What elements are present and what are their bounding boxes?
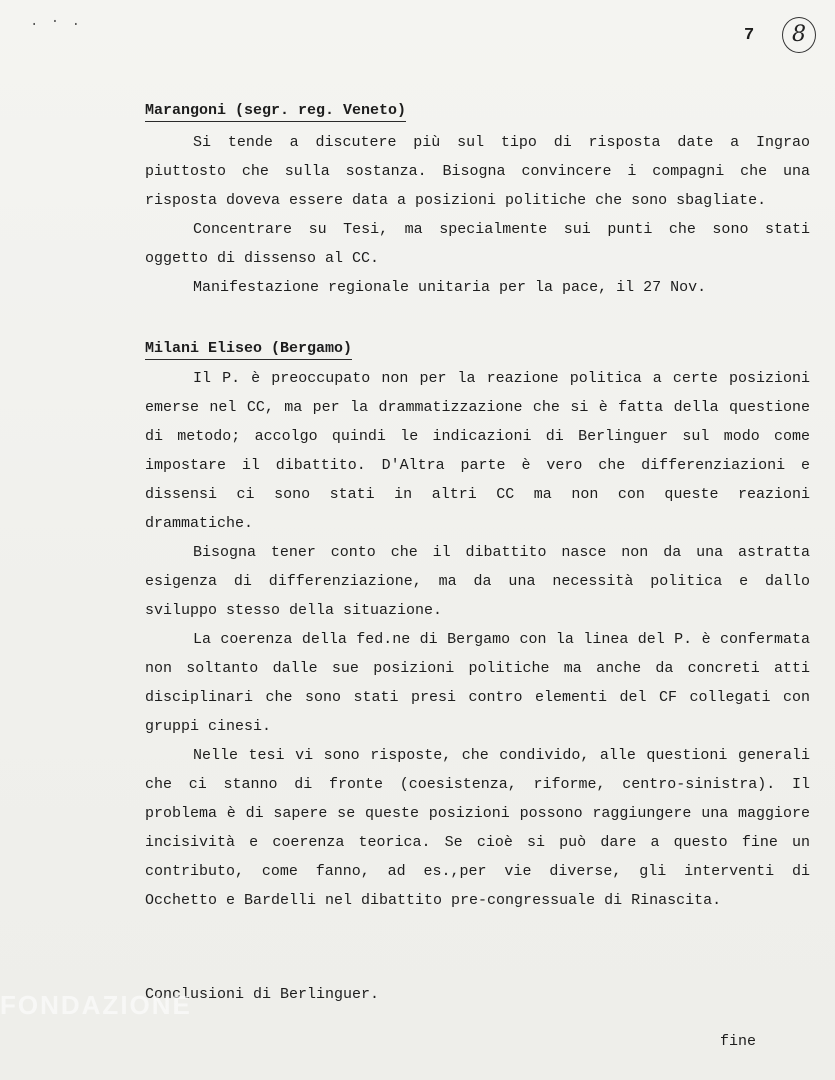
section-body-marangoni [145, 128, 810, 302]
archive-watermark: FONDAZIONE [0, 990, 192, 1020]
paragraph: Si tende a discutere più sul tipo di risposta date a Ingrao piuttosto che sulla sostanza. Bisogna convincere i compagni che una risposta doveva essere data a posizioni politiche che sono sbagliate. [145, 134, 810, 209]
conclusion-line: Conclusioni di Berlinguer. [145, 986, 380, 1003]
handwritten-page-number: 8 [782, 17, 816, 53]
section-heading-marangoni: Marangoni (segr. reg. Veneto) [145, 102, 406, 122]
page-number: 7 [744, 26, 755, 45]
paragraph: Manifestazione regionale unitaria per la pace, il 27 Nov. [193, 279, 707, 296]
section-heading-milani: Milani Eliseo (Bergamo) [145, 340, 352, 360]
paragraph: Bisogna tener conto che il dibattito nasce non da una astratta esigenza di differenziazione, ma da una necessità politica e dallo sviluppo stesso della situazione. [145, 544, 810, 619]
end-marker: fine [720, 1033, 757, 1050]
paragraph: Concentrare su Tesi, ma specialmente sui punti che sono stati oggetto di dissenso al CC. [145, 221, 810, 267]
paragraph: Il P. è preoccupato non per la reazione politica a certe posizioni emerse nel CC, ma per la drammatizzazione che si è fatta della questione di metodo; accolgo quindi le indicazioni di Berlinguer sul modo come impostare il dibattito. D'Altra parte è vero che differenziazioni e dissensi ci sono stati in altri CC ma non con queste reazioni drammatiche. [145, 370, 810, 532]
paragraph: Nelle tesi vi sono risposte, che condivido, alle questioni generali che ci stanno di fronte (coesistenza, riforme, centro-sinistra). Il problema è di sapere se queste posizioni possono raggiungere una maggiore incisività e coerenza teorica. Se cioè si può dare a questo fine un contributo, come fanno, ad es.,per vie diverse, gli interventi di Occhetto e Bardelli nel dibattito pre-congressuale di Rinascita. [145, 747, 810, 909]
section-body-milani [145, 364, 810, 915]
paragraph: La coerenza della fed.ne di Bergamo con la linea del P. è confermata non soltanto dalle sue posizioni politiche ma anche da concreti atti disciplinari che sono stati presi contro elementi del CF collegati con gruppi cinesi. [145, 631, 810, 735]
scan-specks: . · . [30, 14, 83, 30]
